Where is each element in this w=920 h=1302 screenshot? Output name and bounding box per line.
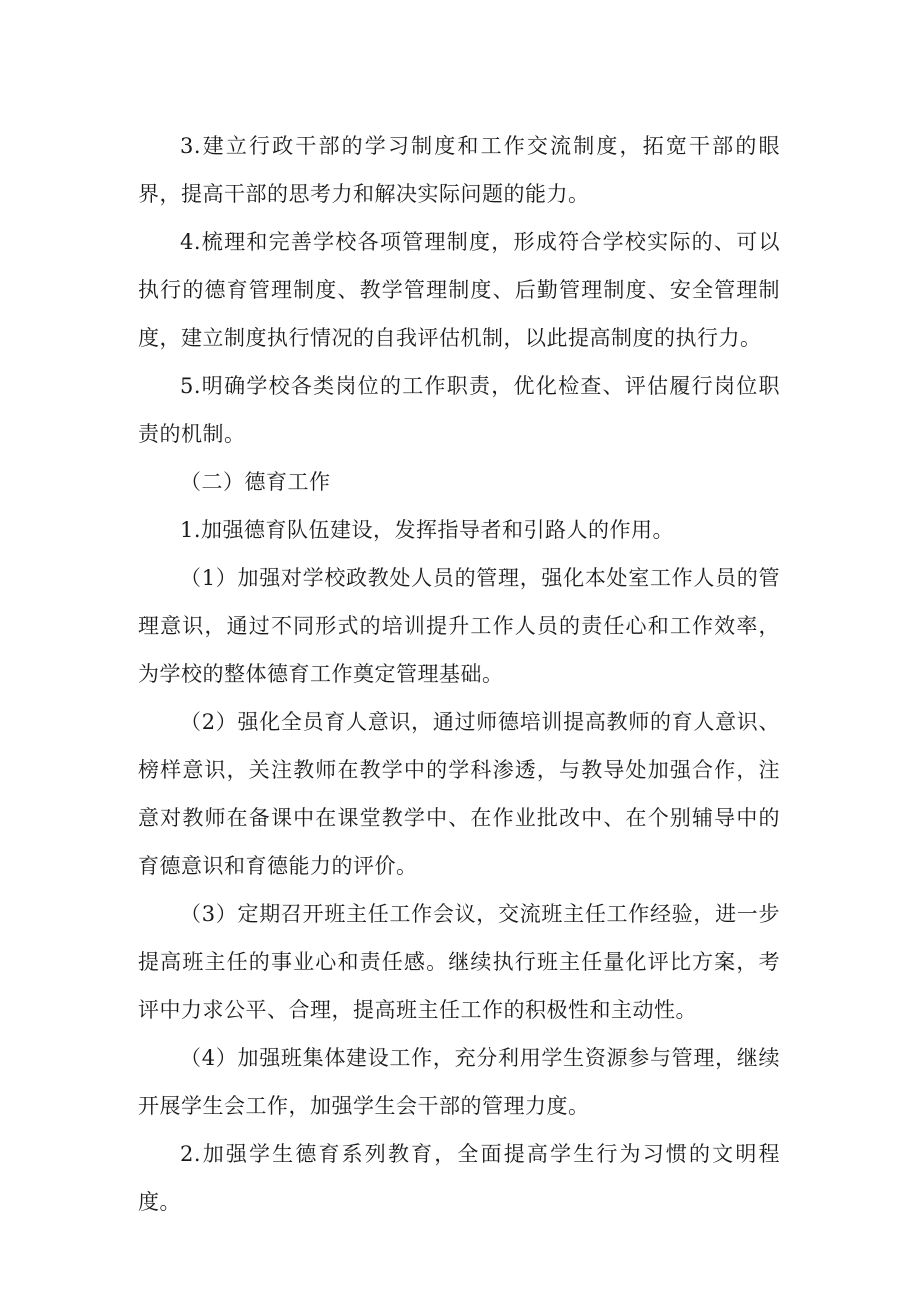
paragraph-item-3: 3.建立行政干部的学习制度和工作交流制度，拓宽干部的眼界，提高干部的思考力和解决实际问题的能力。: [138, 134, 780, 206]
section-heading-moral-education: （二）德育工作: [180, 470, 331, 494]
paragraph-item-5: 5.明确学校各类岗位的工作职责，优化检查、评估履行岗位职责的机制。: [138, 374, 780, 446]
paragraph-subitem-2: 2.加强学生德育系列教育，全面提高学生行为习惯的文明程度。: [138, 1142, 780, 1214]
paragraph-subitem-1: 1.加强德育队伍建设，发挥指导者和引路人的作用。: [180, 518, 675, 542]
document-body: [138, 122, 780, 1226]
paragraph-item-4: 4.梳理和完善学校各项管理制度，形成符合学校实际的、可以执行的德育管理制度、教学管理制度、后勤管理制度、安全管理制度，建立制度执行情况的自我评估机制，以此提高制度的执行力。: [138, 230, 780, 350]
paragraph-subitem-1-4: （4）加强班集体建设工作，充分利用学生资源参与管理，继续开展学生会工作，加强学生会干部的管理力度。: [138, 1046, 780, 1118]
paragraph-subitem-1-1: （1）加强对学校政教处人员的管理，强化本处室工作人员的管理意识，通过不同形式的培训提升工作人员的责任心和工作效率，为学校的整体德育工作奠定管理基础。: [138, 566, 780, 686]
paragraph-subitem-1-3: （3）定期召开班主任工作会议，交流班主任工作经验，进一步提高班主任的事业心和责任感。继续执行班主任量化评比方案，考评中力求公平、合理，提高班主任工作的积极性和主动性。: [138, 902, 780, 1022]
paragraph-subitem-1-2: （2）强化全员育人意识，通过师德培训提高教师的育人意识、榜样意识，关注教师在教学中的学科渗透，与教导处加强合作，注意对教师在备课中在课堂教学中、在作业批改中、在个别辅导中的育德意识和育德能力的评价。: [138, 710, 780, 878]
